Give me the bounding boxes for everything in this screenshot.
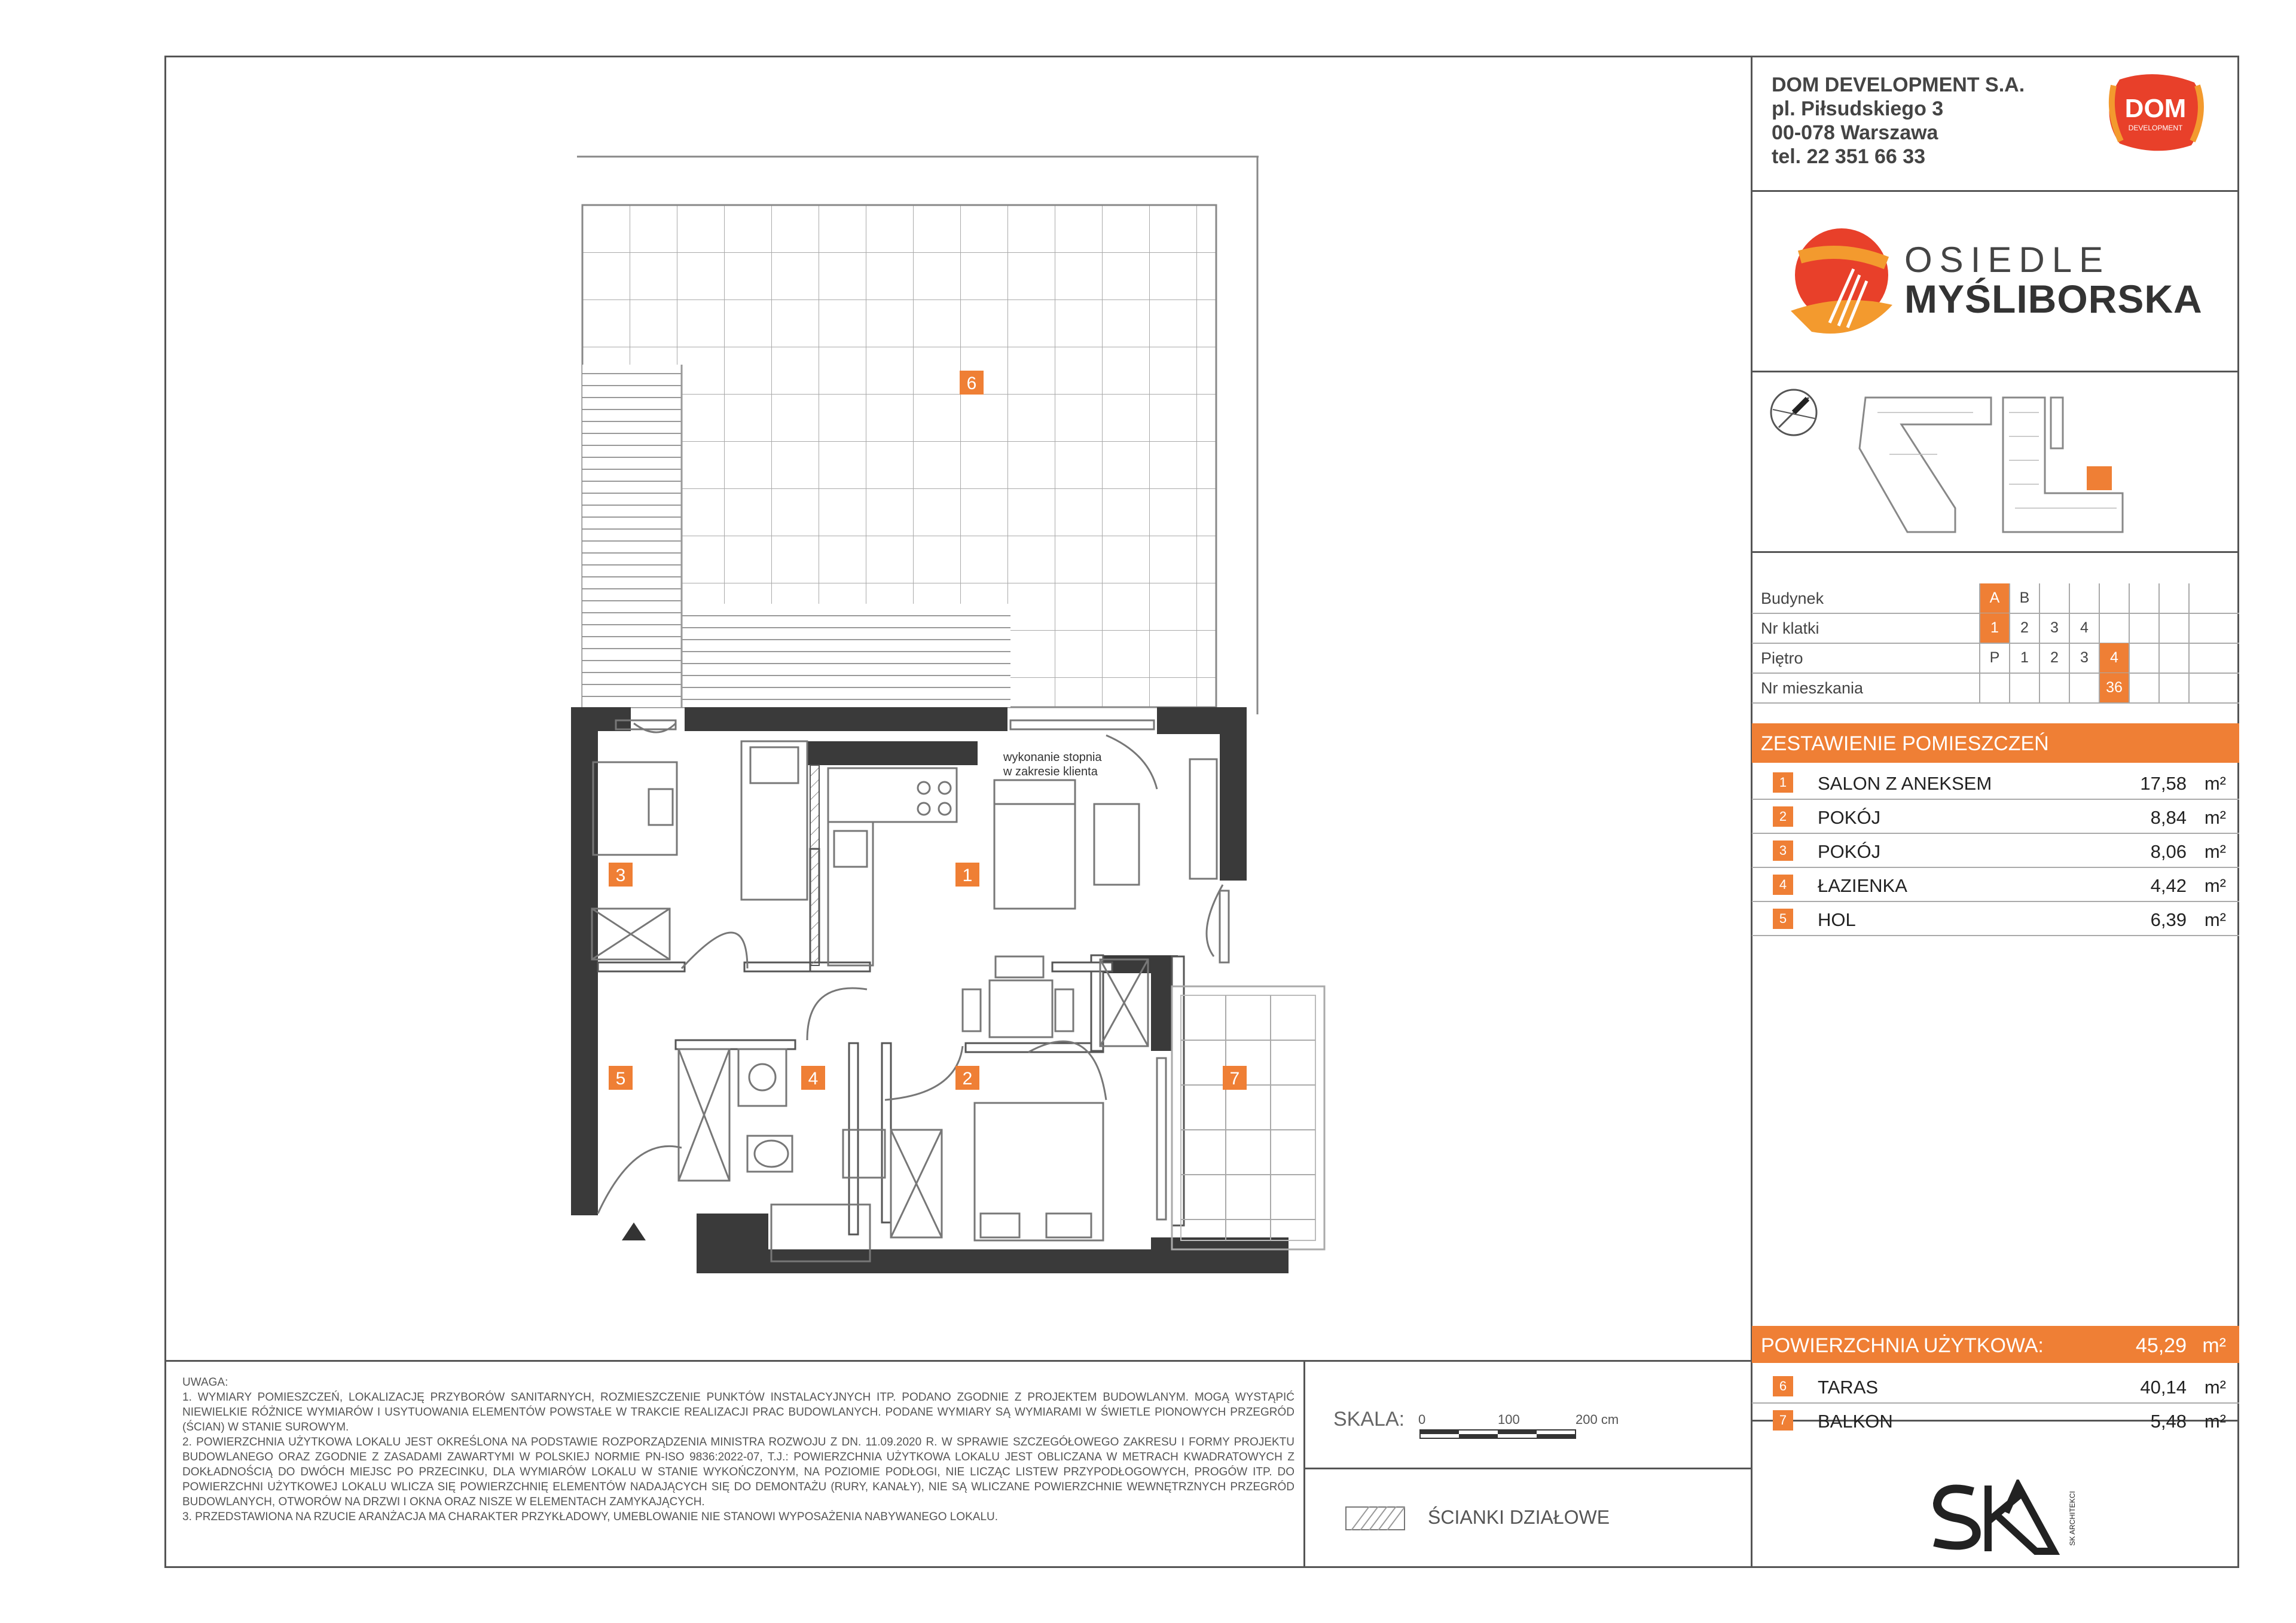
table-cell: 36 xyxy=(2099,673,2129,702)
table-cell xyxy=(2039,583,2069,613)
rooms-header xyxy=(1752,723,2239,763)
table-cell xyxy=(2158,673,2188,702)
step-note-line1: wykonanie stopnia xyxy=(1003,751,1102,764)
scale-tick-200: 200 cm xyxy=(1576,1412,1619,1427)
table-cell xyxy=(2039,673,2069,702)
room-unit: m² xyxy=(2204,909,2226,930)
terrace xyxy=(577,157,1259,714)
table-cell: 3 xyxy=(2069,643,2099,673)
row-label: Nr mieszkania xyxy=(1761,679,1864,697)
row-label: Budynek xyxy=(1761,589,1824,607)
table-row xyxy=(1752,673,2239,704)
usable-area-bar xyxy=(1752,1326,2239,1363)
room-area: 6,39 xyxy=(2150,909,2187,930)
table-cell: 1 xyxy=(1979,613,2009,643)
table-cell xyxy=(2188,643,2218,673)
extra-area: 5,48 xyxy=(2150,1411,2187,1432)
table-cell xyxy=(2009,673,2039,702)
extra-name: BALKON xyxy=(1818,1411,1893,1432)
room-area: 8,84 xyxy=(2150,807,2187,828)
usable-area-label: POWIERZCHNIA UŻYTKOWA: xyxy=(1761,1334,2044,1357)
key-plan-compass-icon xyxy=(1767,386,1821,442)
key-plan xyxy=(1854,389,2188,541)
table-cell xyxy=(2129,583,2158,613)
tag-room-3: 3 xyxy=(615,866,626,885)
table-cell xyxy=(2129,643,2158,673)
osiedle-logo-mark xyxy=(1788,221,1895,344)
room-area: 8,06 xyxy=(2150,841,2187,862)
tag-room-2: 2 xyxy=(962,1069,973,1089)
note-2: 2. POWIERZCHNIA UŻYTKOWA LOKALU JEST OKREŚLONA NA PODSTAWIE ROZPORZĄDZENIA MINISTRA ROZWOJU Z DN. 11.09.2020 R. W SPRAWIE SZCZEGÓŁOWEGO ZAKRESU I FORMY PROJEKTU BUDOWLANEGO ORAZ ZGODNIE Z ZASADAMI ZAWARTYMI W POLSKIEJ NORMIE PN-ISO 9836:2022-07, T.J.: POWIERZCHNIA UŻYTKOWA LOKALU JEST OBLICZANA W METRACH KWADRATOWYCH Z DOKŁADNOŚCIĄ DO DWÓCH MIEJSC PO PRZECINKU, DLA WYMIARÓW LOKALU W STANIE WYKOŃCZONYM, NA POZIOMIE PODŁOGI, NIE LICZĄC LISTEW PRZYPODŁOGOWYCH, PROGÓW ITP. DO POWIERZCHNI UŻYTKOWEJ LOKALU WLICZA SIĘ POWIERZCHNIĘ ELEMENTÓW NADAJĄCYCH SIĘ DO DEMONTAŻU (RURY, KANAŁY), NIE SĄ WLICZANE POWIERZCHNIE WEWNĘTRZNYCH PRZEGRÓD BUDOWLANYCH, OTWORÓW NA DRZWI I OKNA ORAZ NISZE W ELEMENTACH ZAMYKAJĄCYCH. xyxy=(182,1436,1294,1508)
divider xyxy=(1752,371,2239,372)
room-row xyxy=(1752,833,2239,868)
company-phone: tel. 22 351 66 33 xyxy=(1772,145,1926,168)
table-cell: 4 xyxy=(2099,643,2129,673)
room-number: 5 xyxy=(1773,909,1793,929)
tag-room-6: 6 xyxy=(966,374,977,393)
row-label: Nr klatki xyxy=(1761,619,1819,637)
tag-room-1: 1 xyxy=(962,866,973,885)
extra-area: 40,14 xyxy=(2140,1377,2187,1398)
table-cell xyxy=(2158,583,2188,613)
table-cell xyxy=(2188,673,2218,702)
divider xyxy=(1752,190,2239,192)
extra-unit: m² xyxy=(2204,1411,2226,1432)
table-cell: 1 xyxy=(2009,643,2039,673)
legend-label: ŚCIANKI DZIAŁOWE xyxy=(1428,1506,1610,1528)
ska-logo xyxy=(1922,1480,2102,1560)
table-cell: 2 xyxy=(2039,643,2069,673)
extra-number: 7 xyxy=(1773,1410,1793,1431)
divider xyxy=(1303,1360,1305,1568)
logo-text: DOM xyxy=(2124,94,2187,123)
extra-unit: m² xyxy=(2204,1377,2226,1398)
room-number: 2 xyxy=(1773,806,1793,827)
room-unit: m² xyxy=(2204,807,2226,828)
table-cell xyxy=(2069,673,2099,702)
room-name: POKÓJ xyxy=(1818,841,1881,862)
table-cell: 3 xyxy=(2039,613,2069,643)
table-cell xyxy=(2188,583,2218,613)
table-cell xyxy=(2158,643,2188,673)
table-cell xyxy=(2099,583,2129,613)
room-area: 17,58 xyxy=(2140,773,2187,794)
table-cell: A xyxy=(1979,583,2009,613)
table-cell xyxy=(2069,583,2099,613)
tag-room-5: 5 xyxy=(615,1069,626,1089)
table-cell: 2 xyxy=(2009,613,2039,643)
room-name: SALON Z ANEKSEM xyxy=(1818,773,1992,794)
company-address: pl. Piłsudskiego 3 xyxy=(1772,97,1944,120)
rooms-header-title: ZESTAWIENIE POMIESZCZEŃ xyxy=(1761,732,2049,755)
table-cell: 4 xyxy=(2069,613,2099,643)
room-unit: m² xyxy=(2204,841,2226,862)
entrance-arrow-icon xyxy=(622,1222,646,1240)
extra-name: TARAS xyxy=(1818,1377,1879,1398)
balcony xyxy=(1172,986,1324,1249)
row-label: Piętro xyxy=(1761,649,1803,667)
scale-tick-0: 0 xyxy=(1418,1412,1426,1427)
room-name: ŁAZIENKA xyxy=(1818,875,1907,896)
logo-subtext: DEVELOPMENT xyxy=(2128,124,2183,132)
divider xyxy=(1752,551,2239,553)
table-cell xyxy=(2129,673,2158,702)
tag-room-7: 7 xyxy=(1229,1069,1240,1089)
room-row xyxy=(1752,765,2239,800)
hatch-legend-swatch xyxy=(1345,1506,1405,1533)
extra-row xyxy=(1752,1369,2239,1404)
scale-tick-100: 100 xyxy=(1498,1412,1520,1427)
table-cell xyxy=(2158,613,2188,643)
ska-subtitle: SK ARCHITEKCI xyxy=(2068,1491,2077,1546)
room-number: 3 xyxy=(1773,840,1793,861)
room-number: 1 xyxy=(1773,772,1793,793)
extra-row xyxy=(1752,1403,2239,1436)
room-area: 4,42 xyxy=(2150,875,2187,896)
notes xyxy=(182,1375,1294,1524)
note-1: 1. WYMIARY POMIESZCZEŃ, LOKALIZACJĘ PRZYBORÓW SANITARNYCH, ROZMIESZCZENIE PUNKTÓW INSTALACYJNYCH ITP. PODANO ZGODNIE Z PROJEKTEM BUDOWLANYM. MOGĄ WYSTĄPIĆ NIEWIELKIE RÓŻNICE WYMIARÓW I USYTUOWANIA ELEMENTÓW POWSTAŁE W TRAKCIE REALIZACJI PRAC BUDOWLANYCH. PODANE WYMIARY SĄ WYMIARAMI W ŚWIETLE PIONOWYCH PRZEGRÓD (ŚCIAN) W STANIE SUROWYM. xyxy=(182,1391,1294,1434)
table-cell xyxy=(2188,613,2218,643)
scale-bar xyxy=(1419,1429,1586,1444)
tag-room-4: 4 xyxy=(808,1069,819,1089)
room-row xyxy=(1752,867,2239,902)
table-cell xyxy=(2099,613,2129,643)
project-name-line1: OSIEDLE xyxy=(1904,240,2111,280)
extra-number: 6 xyxy=(1773,1376,1793,1396)
table-cell xyxy=(2129,613,2158,643)
table-cell xyxy=(1979,673,2009,702)
notes-title: UWAGA: xyxy=(182,1376,228,1389)
room-row xyxy=(1752,799,2239,834)
note-3: 3. PRZEDSTAWIONA NA RZUCIE ARANŻACJA MA CHARAKTER PRZYKŁADOWY, UMEBLOWANIE NIE STANOWI WYPOSAŻENIA NABYWANEGO LOKALU. xyxy=(182,1511,999,1523)
furniture xyxy=(592,720,1229,1261)
company-city: 00-078 Warszawa xyxy=(1772,121,1938,144)
room-unit: m² xyxy=(2204,773,2226,794)
table-row xyxy=(1752,583,2239,614)
dom-development-logo xyxy=(2102,71,2209,154)
usable-area-unit: m² xyxy=(2202,1334,2226,1357)
project-name-line2: MYŚLIBORSKA xyxy=(1904,277,2203,321)
table-row xyxy=(1752,613,2239,644)
hatched-wall xyxy=(810,765,819,965)
company-name: DOM DEVELOPMENT S.A. xyxy=(1772,74,2025,96)
room-number: 4 xyxy=(1773,875,1793,895)
step-note-line2: w zakresie klienta xyxy=(1003,765,1098,778)
table-row xyxy=(1752,643,2239,674)
room-row xyxy=(1752,901,2239,936)
table-cell: B xyxy=(2009,583,2039,613)
table-cell: P xyxy=(1979,643,2009,673)
divider xyxy=(164,1360,1752,1362)
divider xyxy=(1303,1468,1752,1469)
usable-area-value: 45,29 xyxy=(2135,1334,2187,1357)
scale-label: SKALA: xyxy=(1333,1408,1405,1431)
room-name: HOL xyxy=(1818,909,1856,930)
room-unit: m² xyxy=(2204,875,2226,896)
room-name: POKÓJ xyxy=(1818,807,1881,828)
